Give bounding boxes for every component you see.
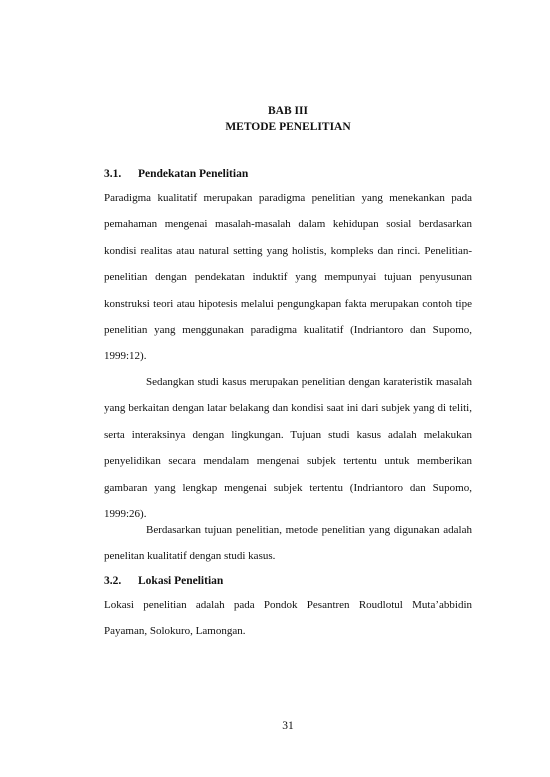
- paragraph-paradigma-kualitatif: Paradigma kualitatif merupakan paradigma penelitian yang menekankan pada pemahaman mengenai masalah-masalah dalam kehidupan sosial berdasarkan kondisi realitas atau natural setting yang holistis, kompleks dan rinci. Penelitian-penelitian dengan pendekatan induktif yang mempunyai tujuan penyusunan konstruksi teori atau hipotesis melalui pengungkapan fakta merupakan contoh tipe penelitian yang menggunakan paradigma kualitatif (Indriantoro dan Supomo, 1999:12).: [104, 192, 472, 363]
- paragraph-metode-penelitian: Berdasarkan tujuan penelitian, metode penelitian yang digunakan adalah penelitan kualitatif dengan studi kasus.: [104, 524, 472, 563]
- section-heading-3-2: [104, 573, 472, 589]
- section-number: 3.2.: [104, 575, 122, 587]
- section-heading-3-1: [104, 166, 472, 182]
- section-title: Lokasi Penelitian: [138, 575, 224, 587]
- paragraph-studi-kasus: Sedangkan studi kasus merupakan penelitian dengan karateristik masalah yang berkaitan dengan latar belakang dan kondisi saat ini dari subjek yang di teliti, serta interaksinya dengan lingkungan. Tujuan studi kasus adalah melakukan penyelidikan secara mendalam mengenai subjek tertentu untuk memberikan gambaran yang lengkap mengenai subjek tertentu (Indriantoro dan Supomo, 1999:26).: [104, 376, 472, 521]
- section-title: Pendekatan Penelitian: [138, 168, 249, 180]
- section-number: 3.1.: [104, 168, 122, 180]
- paragraph-lokasi-penelitian: Lokasi penelitian adalah pada Pondok Pesantren Roudlotul Muta’abbidin Payaman, Solokuro, Lamongan.: [104, 599, 472, 638]
- chapter-number: BAB III: [268, 105, 308, 117]
- chapter-title: METODE PENELITIAN: [225, 121, 351, 133]
- page-number: 31: [282, 720, 294, 732]
